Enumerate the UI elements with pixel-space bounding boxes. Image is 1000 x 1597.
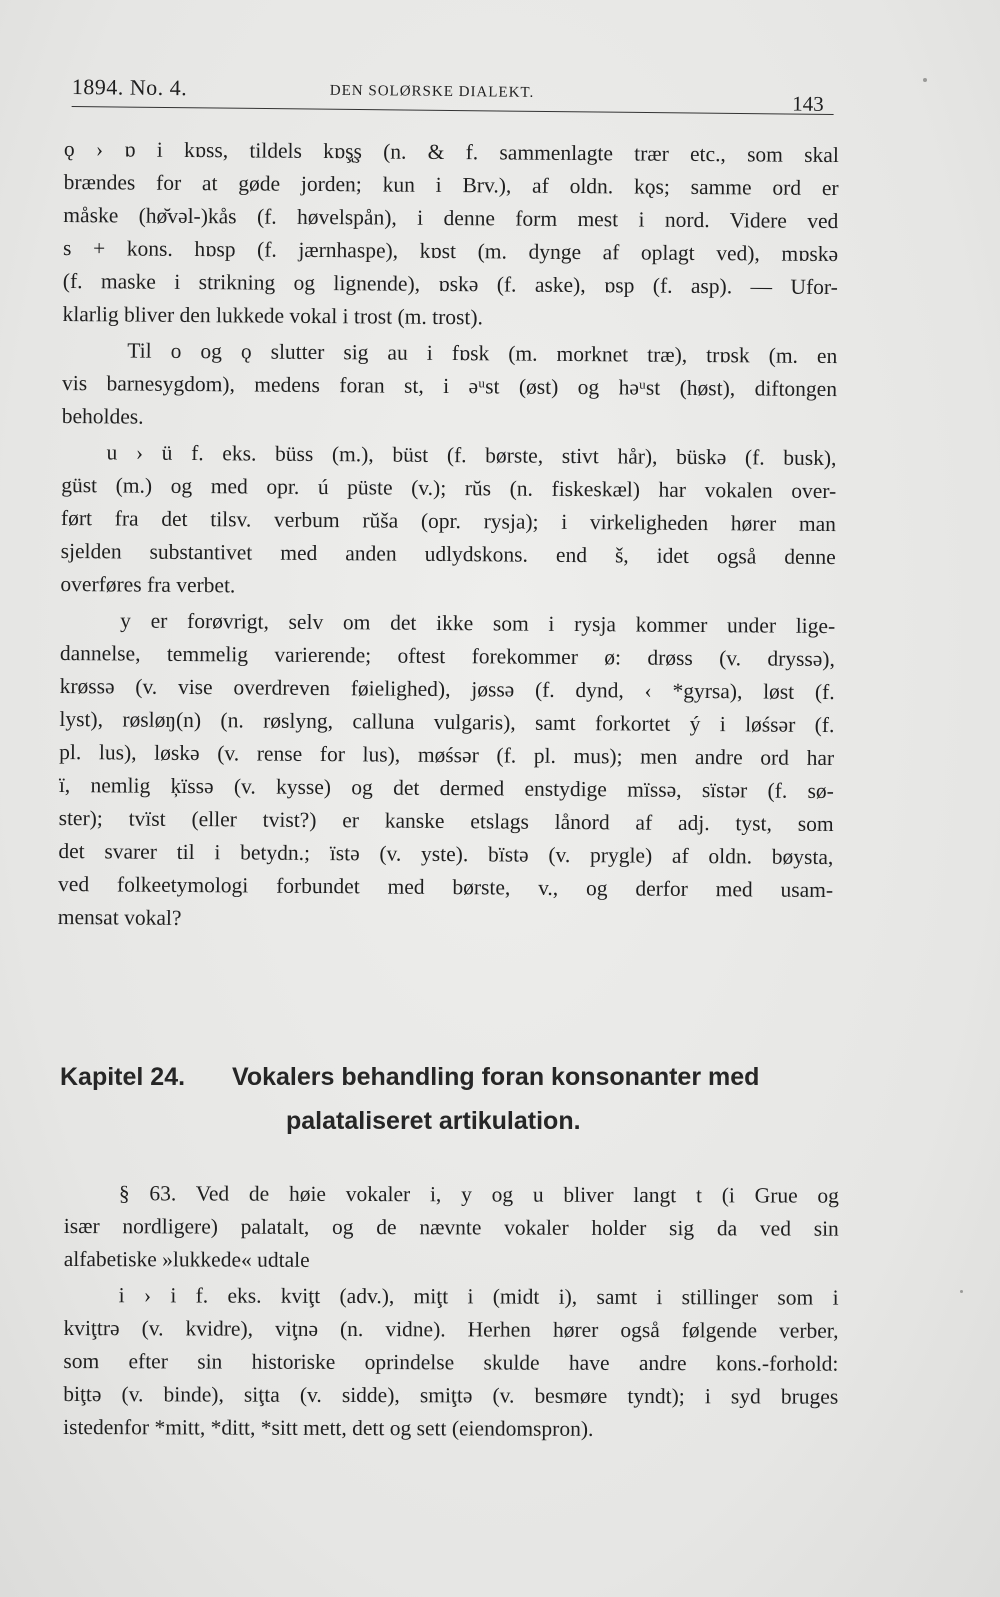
text-line: s + kons. hɒsp (f. jærnhaspe), kɒst (m. dynge af oplagt ved), mɒskə: [63, 235, 839, 267]
text-line: beholdes.: [61, 403, 144, 429]
text-line: kviţtrə (v. kvidre), viţnə (n. vidne). Herhen hører også følgende verber,: [63, 1315, 839, 1343]
section-63: [63, 1178, 839, 1441]
issue-label: 1894. No. 4.: [71, 73, 188, 101]
paragraph-start-line: Til o og ǫ slutter sig au i fɒsk (m. morknet træ), trɒsk (m. en: [127, 338, 838, 369]
text-line: det svarer til i betydn.; ïstə (v. yste). bïstə (v. prygle) af oldn. bøysta,: [58, 838, 834, 870]
chapter-title-line-2: palataliseret artikulation.: [286, 1107, 581, 1135]
paragraph-start-line: u › ü f. eks. büss (m.), büst (f. børste, stivt hår), büskə (f. busk),: [106, 440, 837, 471]
text-line: ført fra det tilsv. verbum rŭša (opr. rysja); i virkeligheden hører man: [60, 505, 837, 537]
running-head: [72, 72, 834, 115]
text-line: istedenfor *mitt, *ditt, *sitt mett, dett og sett (eiendomspron).: [63, 1414, 594, 1441]
text-line: biţtə (v. binde), siţta (v. sidde), smiţtə (v. besmøre tyndt); i syd bruges: [63, 1381, 839, 1409]
text-line: krøssə (v. vise overdreven føielighed), jøssə (f. dynd, ‹ *gyrsa), løst (f.: [59, 673, 835, 705]
section-heading-line: § 63. Ved de høie vokaler i, y og u bliver langt t (i Grue og: [118, 1181, 839, 1208]
text-line: mensat vokal?: [57, 904, 182, 930]
text-line: ǫ › ɒ i kɒss, tildels kɒş̨ş (n. & f. sammenlagte trær etc., som skal: [63, 136, 839, 168]
text-line: ved folkeetymologi forbundet med børste, v., og derfor med usam-: [58, 871, 834, 903]
text-line: ster); tvïst (eller tvist?) er kanske etslags lånord af adj. tyst, som: [58, 805, 834, 837]
text-line: dannelse, temmelig varierende; oftest forekommer ø: drøss (v. dryssə),: [59, 640, 835, 672]
text-line: güst (m.) og med opr. ú püste (v.); rŭs (n. fiskeskæl) har vokalen over-: [61, 472, 837, 504]
paragraph-start-line: i › i f. eks. kviţt (adv.), miţt i (midt i), samt i stillinger som i: [118, 1283, 839, 1310]
text-line: lyst), røsløŋ(n) (n. røslyng, calluna vulgaris), samt forkortet ý i løśsər (f.: [59, 706, 835, 738]
text-line: som efter sin historiske oprindelse skulde have andre kons.-forhold:: [63, 1348, 839, 1376]
text-line: vis barnesygdom), medens foran st, i əᵘst (øst) og həᵘst (høst), diftongen: [61, 370, 838, 402]
body-text: [57, 134, 839, 930]
paper-speck: [960, 1290, 963, 1293]
paragraph-start-line: y er forøvrigt, selv om det ikke som i rysja kommer under lige-: [120, 608, 836, 639]
text-line: brændes for at gøde jorden; kun i Brv.), af oldn. kǫs; samme ord er: [63, 169, 839, 201]
text-line: ï, nemlig ķïssə (v. kysse) og det dermed enstydige mïssə, sïstər (f. sø-: [58, 772, 834, 804]
text-line: (f. maske i strikning og lignende), ɒskə (f. aske), ɒsp (f. asp). — Ufor-: [62, 268, 838, 300]
text-line: sjelden substantivet med anden udlydskons. end š, idet også denne: [60, 538, 836, 570]
text-line: især nordligere) palatalt, og de nævnte vokaler holder sig da ved sin: [63, 1213, 839, 1241]
running-title: DEN SOLØRSKE DIALEKT.: [329, 82, 535, 101]
text-line: måske (hø̆vəl-)kås (f. høvelspån), i denne form mest i nord. Videre ved: [63, 202, 839, 234]
text-line: overføres fra verbet.: [60, 571, 236, 598]
text-line: alfabetiske »lukkede« udtale: [63, 1246, 310, 1272]
chapter-title-line-1: Vokalers behandling foran konsonanter med: [232, 1063, 760, 1091]
text-line: klarlig bliver den lukkede vokal i trost (m. trost).: [62, 301, 484, 330]
paper-speck: [923, 78, 927, 82]
text-line: pl. lus), løskə (v. rense for lus), møśsər (f. pl. mus); men andre ord har: [59, 739, 835, 771]
page-number: 143: [792, 91, 824, 116]
chapter-label: Kapitel 24.: [60, 1063, 186, 1091]
